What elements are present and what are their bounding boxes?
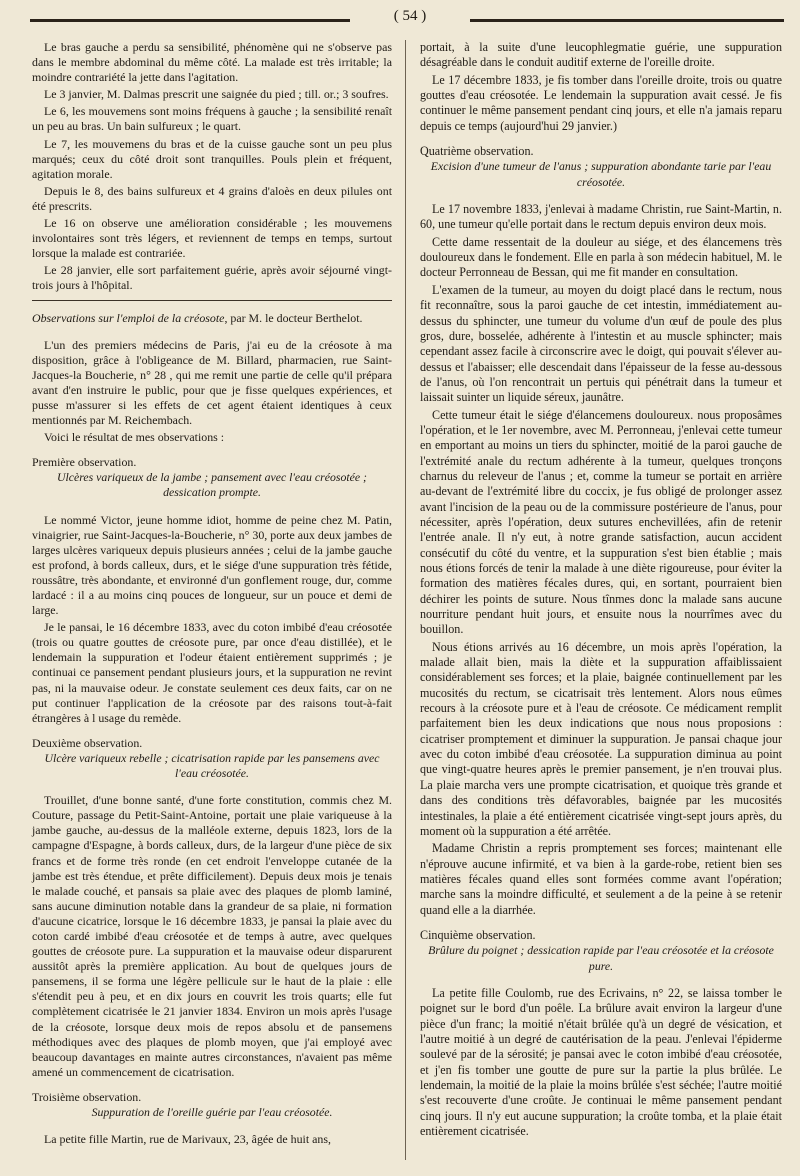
paragraph: portait, à la suite d'une leucophlegmatie guérie, une suppuration désagréable dans le conduit auditif externe de l'oreille droite. [420, 40, 782, 70]
observation-heading-5 [420, 928, 782, 974]
paragraph: La petite fille Coulomb, rue des Ecrivains, n° 22, se laissa tomber le poignet sur le bord d'un poêle. La brûlure avait environ la largeur d'une pièce d'un franc; la moitié n'était brûlée qu'à un degré de vésication, et l'autre moitié à un degré de cautérisation de la peau. J'enlevai l'épiderme soulevé par de la sérosité; je pansai avec le coton imbibé d'eau créosotée, et j'en fis tomber une goutte de pure sur la partie la plus brûlée. Le lendemain, la moitié de la plaie la moins brûlée s'est séchée; l'autre moitié s'est recouverte d'une croûte. Je continuai le même pansement pendant cinq jours. Il n'y eut aucune suppuration; la croûte tomba, et la plaie était entièrement cicatrisée. [420, 985, 782, 1139]
paragraph: Le 3 janvier, M. Dalmas prescrit une saignée du pied ; till. or.; 3 soufres. [44, 87, 389, 102]
observation-heading-1 [32, 455, 392, 500]
header-rule-right [470, 19, 784, 22]
paragraph: Depuis le 8, des bains sulfureux et 4 grains d'aloès en deux pilules ont été prescrits. [32, 183, 392, 213]
paragraph: Trouillet, d'une bonne santé, d'une forte constitution, commis chez M. Couture, passage du Petit-Saint-Antoine, portait une plaie variqueuse à la jambe gauche, au-dessus de la malléole externe, depuis 1823, lors de la campagne d'Espagne, à bords calleux, durs, de la largeur d'une pièce de six francs et de forme très ronde (en cet endroit l'enveloppe cutanée de la jambe est très étendue, et prête difficilement). Depuis deux mois je tenais le malade couché, et pansais sa plaie avec des plaques de plomb laminé, sans aucune diminution notable dans la grandeur de sa plaie, ni formation d'aucune cicatrice, lorsque le 16 décembre 1833, je pansai la plaie avec du coton cardé imbibé d'eau créosotée et de temps à autre, avec quelques gouttes de créosote pure. La suppuration et la mauvaise odeur disparurent aussitôt après la première application. Au bout de quelques jours de pansemens, il se forma une légère pellicule sur le haut de la plaie : elle s'étendit peu à peu, et en dix jours en couvrit les trois quarts; elle fut complètement cicatrisée le 21 janvier 1834. Environ un mois après l'usage de la créosote, lorsque deux mois de repos absolu et de pansemens méthodiques avec des plaques de plomb moyen, que j'ai employé avec beaucoup davantages en mainte autres circonstances, n'avaient pas même amené un commencement de cicatrisation. [32, 793, 392, 1079]
observation-label: Première observation. [32, 455, 137, 470]
page-number: ( 54 ) [393, 8, 427, 24]
paragraph: L'un des premiers médecins de Paris, j'ai eu de la créosote à ma disposition, grâce à l'obligeance de M. Billard, pharmacien, rue Saint-Jacques-la Boucherie, n° 28 , qui me remit une partie de celle qu'il prépara avant d'en instruire le public, pour que je fisse quelques expériences, et pusse m'assurer si les effets de cet agent étaient identiques à ceux mentionnés par M. Reichembach. [32, 337, 392, 428]
observation-subtitle: Ulcères variqueux de la jambe ; pansement avec l'eau créosotée ; dessication prompte. [56, 470, 367, 500]
paragraph: Le 6, les mouvemens sont moins fréquens à gauche ; la sensibilité renaît un peu au bras. Un bain sulfureux ; le quart. [32, 104, 392, 134]
paragraph: Le 17 décembre 1833, je fis tomber dans l'oreille droite, trois ou quatre gouttes d'eau créosotée. Le lendemain la suppuration avait cessé. Je fis continuer le même pansement pendant cinq jours, et elle n'a jamais reparu depuis ce temps (aujourd'hui 29 janvier.) [420, 72, 782, 133]
left-column [32, 40, 392, 1149]
observation-label: Troisième observation. [32, 1089, 142, 1104]
paragraph: Le 17 novembre 1833, j'enlevai à madame Christin, rue Saint-Martin, n. 60, une tumeur qu'elle portait dans le rectum depuis environ deux mois. [420, 202, 782, 232]
article-title-author: , par M. le docteur Berthelot. [224, 310, 363, 325]
observation-heading-4 [420, 144, 782, 190]
paragraph: Cette tumeur était le siége d'élancemens douloureux. nous proposâmes l'opération, et le 1er novembre, avec M. Perronneau, j'enlevai cette tumeur en emportant au moins un tiers du sphincter, moitié de la paroi gauche de l'extrémité anale du rectum adhérente à la tumeur, quelques tronçons charnus du releveur de l'anus ; et, comme la tumeur se portait en arrière au-devant de l'extrémité libre du coccix, je fus obligé de prolonger assez avant l'incision de la peau ou de la commissure postérieure de l'anus, pour nécessiter, après l'opération, deux sutures enchevillées, afin de retenir l'entrée anale. Il n'y eut, à notre grande satisfaction, aucun accident consécutif du côté du ventre, et la suppuration s'est bien établie ; mais nous étions forcés de tenir la malade à une diète rigoureuse, pour éviter la formation des matières fécales dures, qui, en sortant, pourraient bien déchirer les points de suture. Nous tînmes donc la malade sans aucune nourriture pendant huit jours, et ensuite nous la nourrîmes avec du bouillon. [420, 407, 782, 637]
paragraph: Voici le résultat de mes observations : [44, 430, 225, 445]
article-title-italic: Observations sur l'emploi de la créosote [32, 310, 225, 325]
paragraph: Le nommé Victor, jeune homme idiot, homme de peine chez M. Patin, vinaigrier, rue Saint-Jacques-la-Boucherie, n° 30, porte aux deux jambes de larges ulcères variqueux depuis plusieurs années ; celui de la jambe gauche est profond, à bords calleux, durs, et le siége d'une suppuration très fétide, roussâtre, très abondante, et environné d'un gonflement rouge, dur, comme lardacé : il a au moins cinq pouces de longueur, sur un pouce et demi de large. [32, 512, 392, 618]
observation-label: Deuxième observation. [32, 735, 143, 750]
paragraph: Le 7, les mouvemens du bras et de la cuisse gauche sont un peu plus marqués; ceux du côté droit sont tranquilles. Pouls plein et fréquent, agitation morale. [32, 136, 392, 181]
observation-subtitle: Ulcère variqueux rebelle ; cicatrisation rapide par les pansemens avec l'eau créosotée. [44, 750, 380, 781]
paragraph: Le 16 on observe une amélioration considérable ; les mouvemens involontaires sont très légers, et reviennent de temps en temps, surtout lorsque la malade est contrariée. [32, 216, 392, 261]
paragraph: Nous étions arrivés au 16 décembre, un mois après l'opération, la malade allait bien, mais la diète et la suppuration affaiblissaient considérablement ses forces; et la plaie, baignée continuellement par les mucosités du rectum, se cicatrisait très lentement. Alors nous eûmes recours à la créosote pure et à l'eau de créosote. Ce médicament remplit parfaitement bien les deux indications que nous nous proposions : cicatriser promptement et diminuer la suppuration. Je pansai chaque jour avec du coton imbibé d'eau créosotée. La suppuration diminua au point que vingt-quatre heures après le premier pansement, je n'en trouvai plus. La plaie marcha vers une prompte cicatrisation, et quoique très grande et dans des conditions très défavorables, baignée par les mucosités intestinales, la plaie a été entièrement cicatrisée vingt-sept jours après, du moment où la suppuration a été arrêtée. [420, 639, 782, 838]
article-title [32, 311, 392, 326]
paragraph: La petite fille Martin, rue de Marivaux, 23, âgée de huit ans, [44, 1132, 331, 1147]
right-column [420, 40, 782, 1141]
paragraph: L'examen de la tumeur, au moyen du doigt placé dans le rectum, nous fit reconnaître, sous la paroi gauche de cet intestin, immédiatement au-dessus du sphincter, une tumeur du volume d'un œuf de poule des plus gros, dure, bosselée, adhérente à l'intestin et au muscle sphincter; mais cependant assez facile à circonscrire avec le doigt, qui pouvait s'élever au-dessus et l'abaisser; elle descendait dans l'épaisseur de la fesse au-dessous de l'anus, où l'on rencontrait un pertuis qui pénétrait dans la tumeur et laissait suinter un liquide séreux, jaunâtre. [420, 282, 782, 405]
paragraph: Le bras gauche a perdu sa sensibilité, phénomène qui ne s'observe pas dans le membre abdominal du même côté. La malade est très irritable; la moindre contrariété la jette dans l'agitation. [32, 40, 392, 85]
column-divider [405, 40, 406, 1160]
observation-heading-2 [32, 736, 392, 781]
header-rule-left [30, 19, 350, 22]
paragraph: Cette dame ressentait de la douleur au siége, et des élancemens très douloureux dans le fondement. Elle en parla à son médecin habituel, M. le docteur Perronneau de Bessan, qui me fit mander en consultation. [420, 234, 782, 280]
paragraph: Le 28 janvier, elle sort parfaitement guérie, après avoir séjourné vingt-trois jours à l'hôpital. [32, 263, 392, 293]
paragraph: Je le pansai, le 16 décembre 1833, avec du coton imbibé d'eau créosotée (trois ou quatre gouttes de créosote pure, par once d'eau distillée), et le lendemain la suppuration et l'odeur étaient entièrement supprimés ; je continuai ce pansement pendant plusieurs jours, et la suppuration ne revint pas, ni la mauvaise odeur. Je constate seulement ces deux faits, car on ne put continuer l'application de la créosote par des raisons tout-à-fait étrangères à l usage du remède. [32, 620, 392, 725]
paragraph: Madame Christin a repris promptement ses forces; maintenant elle n'éprouve aucune infirmité, et va bien à la garde-robe, retient bien ses matières fécales quand elles sont formées comme avant l'opération; marche sans la moindre difficulté, et seulement a de la peine à se retenir quand elle a la diarrhée. [420, 841, 782, 917]
observation-label: Quatrième observation. [420, 144, 534, 159]
section-divider [32, 300, 392, 301]
observation-subtitle: Brûlure du poignet ; dessication rapide par l'eau créosotée et la créosote pure. [428, 943, 774, 973]
header-bar [30, 8, 784, 30]
observation-subtitle: Suppuration de l'oreille guérie par l'eau créosotée. [91, 1105, 333, 1119]
observation-heading-3 [32, 1090, 392, 1120]
observation-subtitle: Excision d'une tumeur de l'anus ; suppuration abondante tarie par l'eau créosotée. [430, 159, 772, 189]
observation-label: Cinquième observation. [420, 927, 536, 942]
